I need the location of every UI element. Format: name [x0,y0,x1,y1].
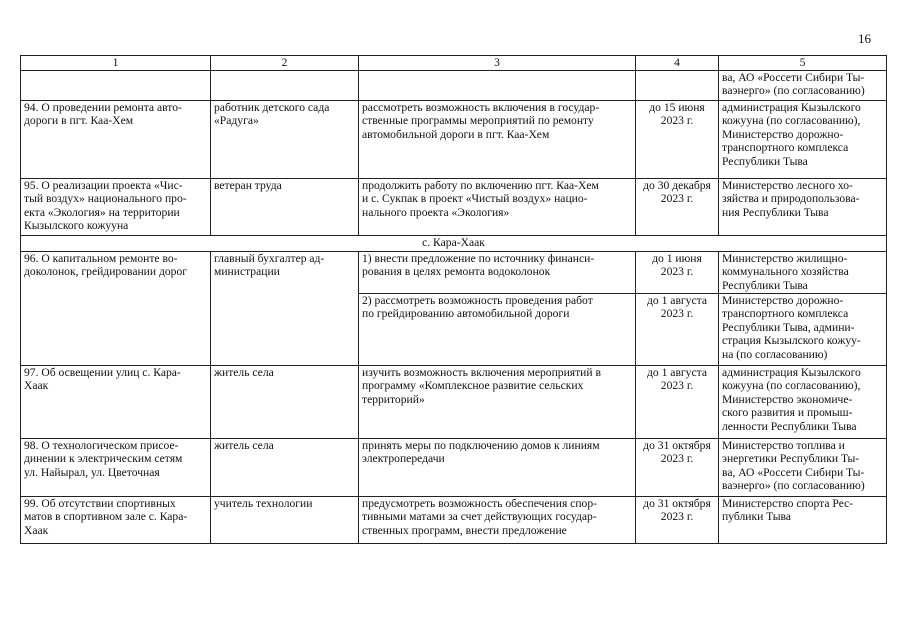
action-cell: предусмотреть возможность обеспечения спор- тивными матами за счет действующих государ- ственных программ, внести предложение [359,497,636,544]
column-number-1: 1 [21,56,211,71]
deadline-cell: до 1 августа 2023 г. [636,366,719,439]
deadline-cell: до 31 октября 2023 г. [636,497,719,544]
column-number-4: 4 [636,56,719,71]
action-cell: принять меры по подключению домов к линиям электропередачи [359,439,636,497]
table-row [21,366,887,439]
column-number-5: 5 [719,56,887,71]
deadline-cell: до 30 декабря 2023 г. [636,179,719,236]
table-row [21,71,887,101]
action-cell: рассмотреть возможность включения в государ- ственные программы мероприятий по ремонту автомобильной дороги в пгт. Каа-Хем [359,101,636,179]
responsible-cell: администрация Кызылского кожууна (по согласованию), Министерство дорожно- транспортного комплекса Республики Тыва [719,101,887,179]
action-cell: продолжить работу по включению пгт. Каа-Хем и с. Сукпак в проект «Чистый воздух» нацио- нального проекта «Экология» [359,179,636,236]
author-cell: работник детского сада «Радуга» [211,101,359,179]
responsible-cell: Министерство спорта Рес- публики Тыва [719,497,887,544]
issue-cell [21,71,211,101]
document-table [20,55,887,544]
issue-cell: 95. О реализации проекта «Чис- тый воздух» национального про- екта «Экология» на территории Кызылского кожууна [21,179,211,236]
deadline-cell: до 1 августа 2023 г. [636,294,719,366]
responsible-cell: Министерство жилищно- коммунального хозяйства Республики Тыва [719,252,887,294]
table-row [21,439,887,497]
section-row [21,236,887,252]
issue-cell: 99. Об отсутствии спортивных матов в спортивном зале с. Кара- Хаак [21,497,211,544]
issue-cell: 96. О капитальном ремонте во- доколонок, грейдировании дорог [21,252,211,366]
issue-cell: 97. Об освещении улиц с. Кара- Хаак [21,366,211,439]
table-row [21,101,887,179]
responsible-cell: Министерство дорожно- транспортного комплекса Республики Тыва, админи- страция Кызылского кожуу- на (по согласованию) [719,294,887,366]
author-cell: житель села [211,366,359,439]
column-number-2: 2 [211,56,359,71]
responsible-cell: Министерство топлива и энергетики Республики Ты- ва, АО «Россети Сибири Ты- ваэнерго» (по согласованию) [719,439,887,497]
responsible-cell: Министерство лесного хо- зяйства и природопользова- ния Республики Тыва [719,179,887,236]
issue-cell: 94. О проведении ремонта авто- дороги в пгт. Каа-Хем [21,101,211,179]
author-cell: учитель технологии [211,497,359,544]
deadline-cell: до 31 октября 2023 г. [636,439,719,497]
author-cell [211,71,359,101]
responsible-cell: администрация Кызылского кожууна (по согласованию), Министерство экономиче- ского развития и промыш- ленности Республики Тыва [719,366,887,439]
issue-cell: 98. О технологическом присое- динении к электрическим сетям ул. Найырал, ул. Цветочная [21,439,211,497]
table-header-row [21,56,887,71]
column-number-3: 3 [359,56,636,71]
action-cell: 2) рассмотреть возможность проведения работ по грейдированию автомобильной дороги [359,294,636,366]
table-row [21,252,887,294]
action-cell [359,71,636,101]
responsible-cell: ва, АО «Россети Сибири Ты- ваэнерго» (по согласованию) [719,71,887,101]
action-cell: изучить возможность включения мероприятий в программу «Комплексное развитие сельских территорий» [359,366,636,439]
table-row [21,497,887,544]
page-number: 16 [858,31,871,46]
deadline-cell [636,71,719,101]
table-row [21,179,887,236]
deadline-cell: до 1 июня 2023 г. [636,252,719,294]
author-cell: ветеран труда [211,179,359,236]
deadline-cell: до 15 июня 2023 г. [636,101,719,179]
author-cell: главный бухгалтер ад- министрации [211,252,359,366]
section-title: с. Кара-Хаак [21,236,887,252]
author-cell: житель села [211,439,359,497]
action-cell: 1) внести предложение по источнику финанси- рования в целях ремонта водоколонок [359,252,636,294]
